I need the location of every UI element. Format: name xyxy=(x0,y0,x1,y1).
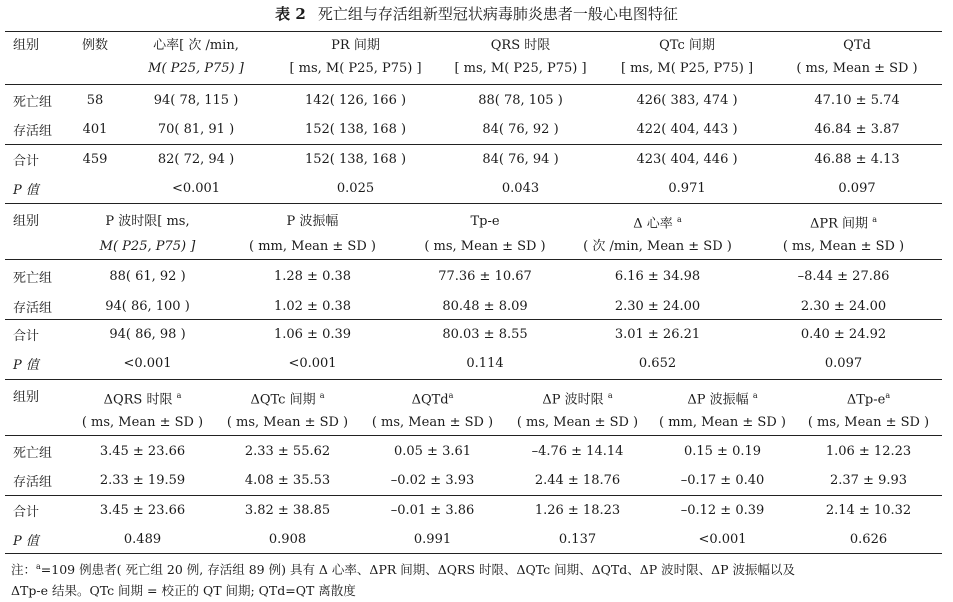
table-cell: 88( 78, 105 ) xyxy=(478,93,563,108)
table-row xyxy=(5,496,942,525)
group-label: 合计 xyxy=(13,154,40,169)
header-cell: ( 次 /min, Mean ± SD ) xyxy=(583,239,732,255)
table-row xyxy=(5,437,942,466)
header-cell: [ ms, M( P25, P75) ] xyxy=(620,61,754,76)
table-cell: 6.16 ± 34.98 xyxy=(614,268,701,284)
table-3-header-row-2 xyxy=(5,411,942,434)
table-cell: –0.17 ± 0.40 xyxy=(680,473,765,488)
table-cell: 0.40 ± 24.92 xyxy=(800,327,887,342)
table-1-body xyxy=(5,86,942,144)
table-cell: 2.33 ± 19.59 xyxy=(99,473,186,488)
table-row xyxy=(5,291,942,321)
table-cell: 0.097 xyxy=(824,356,863,371)
table-cell: 1.06 ± 0.39 xyxy=(273,327,352,342)
table-row xyxy=(5,115,942,144)
table-cell: 152( 138, 168 ) xyxy=(304,152,407,167)
table-cell: <0.001 xyxy=(123,356,172,371)
group-label: 合计 xyxy=(13,505,40,520)
header-cell: ( ms, Mean ± SD ) xyxy=(796,61,918,76)
table-cell: 4.08 ± 35.53 xyxy=(244,473,331,488)
header-cell: QTc 间期 xyxy=(659,38,715,53)
header-cell: ( ms, Mean ± SD ) xyxy=(371,415,494,431)
header-cell: ( ms, Mean ± SD ) xyxy=(226,415,349,431)
header-cell: 例数 xyxy=(81,38,108,53)
header-cell: 组别 xyxy=(13,390,40,406)
table-cell: 3.01 ± 26.21 xyxy=(614,327,701,342)
table-cell: 84( 76, 92 ) xyxy=(482,122,559,137)
header-cell: ΔP 波振幅 $^a$ xyxy=(687,391,758,408)
table-row xyxy=(5,466,942,495)
table-cell: 0.025 xyxy=(336,181,375,196)
header-cell xyxy=(70,57,120,80)
header-cell: ( mm, Mean ± SD ) xyxy=(659,415,786,431)
table-cell: 77.36 ± 10.67 xyxy=(438,268,532,284)
table-cell: 80.03 ± 8.55 xyxy=(442,327,528,342)
table-1-header-row-1 xyxy=(5,34,942,57)
table-cell: 0.652 xyxy=(638,356,677,371)
p-value-label: P 值 xyxy=(13,358,39,373)
table-row xyxy=(5,86,942,115)
table-3-body xyxy=(5,437,942,495)
p-value-label: P 值 xyxy=(13,183,39,198)
header-cell: M( P25, P75) ] xyxy=(99,239,196,255)
table-2-footer xyxy=(5,320,942,378)
header-cell: ( mm, Mean ± SD ) xyxy=(249,239,376,255)
table-cell: 401 xyxy=(82,122,108,137)
table-cell: 1.06 ± 12.23 xyxy=(825,444,912,459)
header-cell: QRS 时限 xyxy=(490,38,551,53)
table-cell: –8.44 ± 27.86 xyxy=(797,268,890,284)
header-cell: ΔQTc 间期 $^a$ xyxy=(250,391,325,408)
table-cell: 94( 78, 115 ) xyxy=(153,93,239,108)
table-cell: 3.82 ± 38.85 xyxy=(244,503,331,518)
table-cell: 2.37 ± 9.93 xyxy=(829,473,908,488)
table-cell: 70( 81, 91 ) xyxy=(157,122,235,137)
header-cell: 组别 xyxy=(13,38,40,53)
table-row xyxy=(5,525,942,554)
table-cell: 426( 383, 474 ) xyxy=(636,93,738,108)
group-label: 存活组 xyxy=(13,300,53,316)
table-2-body xyxy=(5,261,942,321)
table-3-header-row-1 xyxy=(5,384,942,411)
table-cell: 2.30 ± 24.00 xyxy=(800,298,887,314)
table-row xyxy=(5,261,942,291)
table-cell: –0.02 ± 3.93 xyxy=(390,473,475,488)
header-cell: [ ms, M( P25, P75) ] xyxy=(454,61,587,76)
table-caption: 死亡组与存活组新型冠状病毒肺炎患者一般心电图特征 xyxy=(317,5,678,23)
table-cell: 3.45 ± 23.66 xyxy=(99,503,186,518)
table-cell: –0.12 ± 0.39 xyxy=(680,503,765,518)
table-1 xyxy=(5,34,942,80)
table-row xyxy=(5,174,942,203)
table-cell: 0.114 xyxy=(466,356,504,371)
table-row xyxy=(5,320,942,349)
table-row xyxy=(5,349,942,378)
footnote-line-2: ΔTp-e 结果。QTc 间期 = 校正的 QT 间期; QTd=QT 离散度 xyxy=(11,583,356,599)
table-2-header-row-1 xyxy=(5,208,942,235)
table-1-footer xyxy=(5,145,942,203)
group-label: 合计 xyxy=(13,329,40,344)
group-label: 存活组 xyxy=(13,475,53,490)
table-cell: 2.30 ± 24.00 xyxy=(614,298,701,314)
header-cell: 组别 xyxy=(13,214,40,230)
header-cell: QTd xyxy=(843,38,871,53)
table-cell: <0.001 xyxy=(698,532,747,547)
header-cell: Δ 心率 $^a$ xyxy=(633,215,682,232)
table-cell: 423( 404, 446 ) xyxy=(636,152,738,167)
table-cell: 152( 138, 168 ) xyxy=(304,122,407,137)
group-label: 死亡组 xyxy=(13,446,53,461)
table-cell: 2.33 ± 55.62 xyxy=(244,444,331,459)
table-cell: 2.14 ± 10.32 xyxy=(825,503,912,518)
table-cell: 0.097 xyxy=(838,181,876,196)
table-cell: 58 xyxy=(86,93,104,108)
header-rule-1 xyxy=(5,84,942,85)
table-cell: 422( 404, 443 ) xyxy=(636,122,738,137)
table-cell: 459 xyxy=(82,152,108,167)
table-cell: <0.001 xyxy=(171,181,221,196)
group-label: 死亡组 xyxy=(13,270,53,286)
header-cell: P 波时限[ ms, xyxy=(105,214,190,230)
table-cell xyxy=(70,174,120,203)
table-cell: 0.908 xyxy=(268,532,307,547)
header-cell: M( P25, P75) ] xyxy=(148,61,244,76)
table-number: 表 2 xyxy=(275,5,306,23)
header-cell: ( ms, Mean ± SD ) xyxy=(424,239,546,255)
table-2-header-row-2 xyxy=(5,235,942,258)
header-cell xyxy=(5,411,70,434)
table-cell: 0.991 xyxy=(413,532,452,547)
table-cell: 0.971 xyxy=(668,181,706,196)
header-rule-3 xyxy=(5,435,942,436)
header-cell: ( ms, Mean ± SD ) xyxy=(81,415,204,431)
header-cell: [ ms, M( P25, P75) ] xyxy=(289,61,422,76)
top-rule-3 xyxy=(5,379,942,380)
table-title xyxy=(0,5,953,23)
table-cell: 2.44 ± 18.76 xyxy=(534,473,621,488)
table-footnote xyxy=(11,556,946,601)
table-cell: 46.84 ± 3.87 xyxy=(814,122,900,137)
table-cell: 0.489 xyxy=(123,532,162,547)
footnote-line-1: 注：$^a$=109 例患者( 死亡组 20 例, 存活组 89 例) 具有 Δ 心率、ΔPR 间期、ΔQRS 时限、ΔQTc 间期、ΔQTd、ΔP 波时限、ΔP 波振幅以及 xyxy=(11,562,796,578)
table-cell: 0.15 ± 0.19 xyxy=(683,444,762,459)
p-value-label: P 值 xyxy=(13,534,39,549)
header-cell: 心率[ 次 /min, xyxy=(153,38,239,53)
header-cell: Tp-e xyxy=(470,214,500,230)
top-rule-2 xyxy=(5,203,942,204)
table-cell: 142( 126, 166 ) xyxy=(304,93,407,108)
header-cell: ΔTp-$e^a$ xyxy=(846,391,891,408)
group-label: 死亡组 xyxy=(13,95,53,110)
header-cell: ΔP 波时限 $^a$ xyxy=(542,391,613,408)
table-cell: 1.28 ± 0.38 xyxy=(273,268,352,284)
table-cell: 84( 76, 94 ) xyxy=(482,152,559,167)
header-cell: P 波振幅 xyxy=(286,214,339,230)
table-cell: 1.02 ± 0.38 xyxy=(273,298,352,314)
group-label: 存活组 xyxy=(13,124,53,139)
header-cell: PR 间期 xyxy=(331,38,380,53)
table-cell: 47.10 ± 5.74 xyxy=(814,93,900,108)
table-cell: 0.043 xyxy=(501,181,540,196)
header-cell xyxy=(5,235,70,258)
table-cell: 94( 86, 98 ) xyxy=(109,327,186,342)
table-cell: 80.48 ± 8.09 xyxy=(442,298,528,314)
table-cell: 88( 61, 92 ) xyxy=(109,268,186,284)
table-3 xyxy=(5,384,942,434)
table-cell: 0.626 xyxy=(849,532,888,547)
table-cell: 3.45 ± 23.66 xyxy=(99,444,186,459)
table-cell: 0.05 ± 3.61 xyxy=(393,444,472,459)
table-cell: 46.88 ± 4.13 xyxy=(814,152,900,167)
header-cell xyxy=(5,57,70,80)
header-cell: ΔQRS 时限 $^a$ xyxy=(103,391,182,408)
table-1-header-row-2 xyxy=(5,57,942,80)
header-cell: ( ms, Mean ± SD ) xyxy=(782,239,905,255)
table-cell: 94( 86, 100 ) xyxy=(105,298,190,314)
header-rule-2 xyxy=(5,259,942,260)
table-cell: –0.01 ± 3.86 xyxy=(390,503,475,518)
top-rule-1 xyxy=(5,31,942,32)
table-cell: –4.76 ± 14.14 xyxy=(531,444,624,459)
header-cell: ( ms, Mean ± SD ) xyxy=(516,415,639,431)
table-cell: 82( 72, 94 ) xyxy=(157,152,235,167)
table-row xyxy=(5,145,942,174)
header-cell: ΔQTd$^a$ xyxy=(411,391,454,408)
table-cell: <0.001 xyxy=(288,356,337,371)
bottom-rule xyxy=(5,553,942,554)
header-cell: ΔPR 间期 $^a$ xyxy=(810,215,877,232)
table-cell: 0.137 xyxy=(558,532,597,547)
table-3-footer xyxy=(5,496,942,554)
table-cell: 1.26 ± 18.23 xyxy=(534,503,621,518)
header-cell: ( ms, Mean ± SD ) xyxy=(807,415,930,431)
table-2 xyxy=(5,208,942,258)
